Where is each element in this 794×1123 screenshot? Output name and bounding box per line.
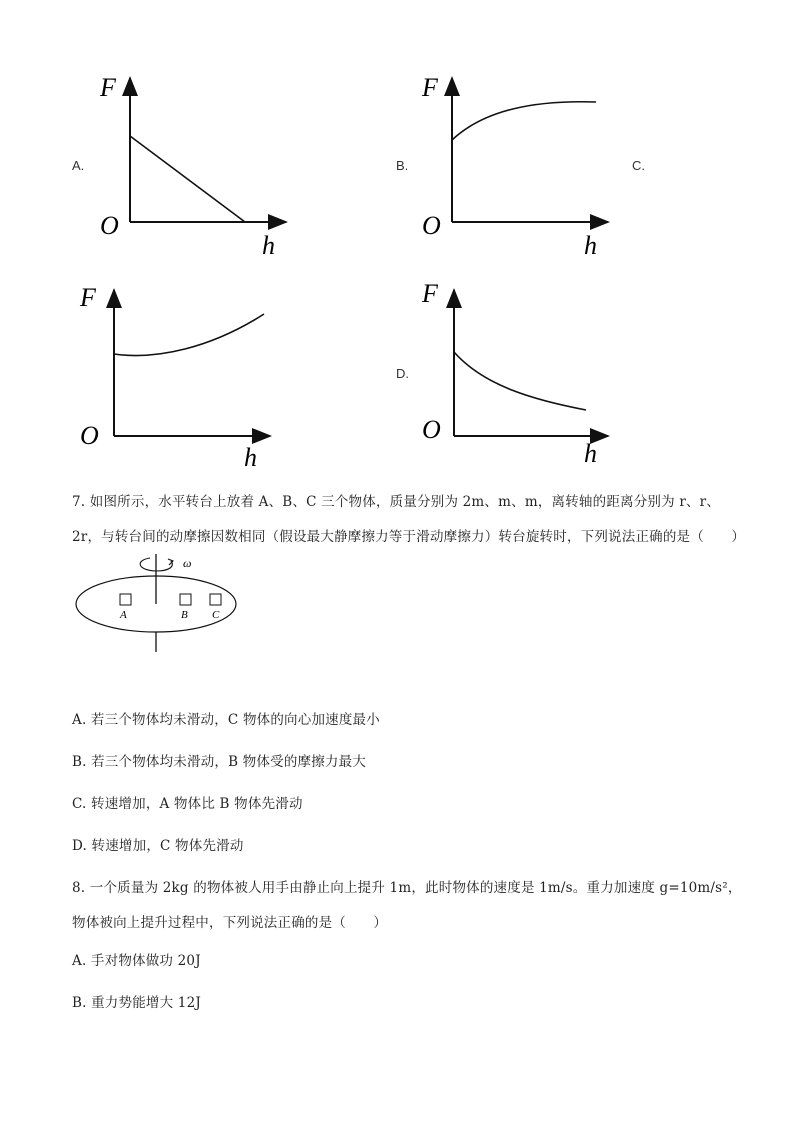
y-axis-label: F [422,279,438,308]
omega-label: ω [183,556,192,570]
q7-option-b: B. 若三个物体均未滑动，B 物体受的摩擦力最大 [72,754,367,770]
q8-line-2: 物体被向上提升过程中，下列说法正确的是（ ） [72,915,388,931]
graph-c [76,278,281,478]
option-d-label: D. [396,366,409,381]
q7-option-a: A. 若三个物体均未滑动，C 物体的向心加速度最小 [72,712,380,728]
x-axis-label: h [262,231,275,260]
q8-line-1: 8. 一个质量为 2kg 的物体被人用手由静止向上提升 1m，此时物体的速度是 1m/s。重力加速度 g=10m/s²， [72,880,742,896]
x-axis-label: h [244,443,257,472]
q7-option-c: C. 转速增加，A 物体比 B 物体先滑动 [72,796,303,812]
x-axis-label: h [584,439,597,468]
object-a-label: A [120,609,127,621]
graph-d-curve [454,352,586,410]
object-a-box [120,594,131,605]
option-a-label: A. [72,158,85,173]
q7-option-d: D. 转速增加，C 物体先滑动 [72,838,244,854]
object-c-label: C [212,609,220,621]
y-axis-label: F [422,73,438,102]
graph-a [92,66,297,266]
q7-line-1: 7. 如图所示，水平转台上放着 A、B、C 三个物体，质量分别为 2m、m、m，离转轴的距离分别为 r、r、 [72,494,721,510]
graph-c-curve [114,314,264,355]
graph-b [414,66,619,266]
origin-label: O [80,421,99,450]
turntable-figure [70,552,250,656]
option-c-label: C. [632,158,645,173]
option-b-label: B. [396,158,409,173]
q7-line-2: 2r，与转台间的动摩擦因数相同（假设最大静摩擦力等于滑动摩擦力）转台旋转时，下列说法正确的是（ ） [72,529,746,545]
graph-b-curve [452,102,596,140]
origin-label: O [100,211,119,240]
x-axis-label: h [584,231,597,260]
y-axis-label: F [80,283,96,312]
origin-label: O [422,211,441,240]
origin-label: O [422,415,441,444]
graph-a-curve [130,136,245,222]
object-b-label: B [181,609,188,621]
y-axis-label: F [100,73,116,102]
object-b-box [180,594,191,605]
object-c-box [210,594,221,605]
q8-option-a: A. 手对物体做功 20J [72,953,201,969]
graph-d [414,278,619,478]
q8-option-b: B. 重力势能增大 12J [72,995,201,1011]
